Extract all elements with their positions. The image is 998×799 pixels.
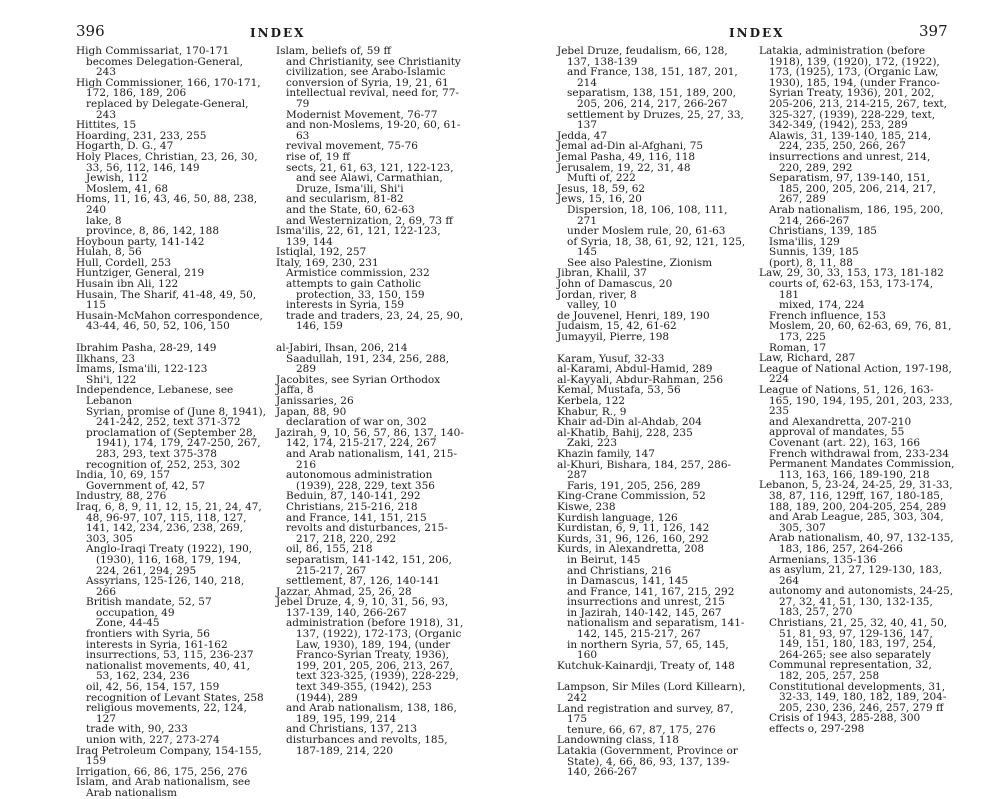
index-entry: insurrections and unrest, 214, 220, 289, 292 [769, 150, 931, 174]
index-entry: oil, 86, 155, 218 [286, 543, 373, 556]
index-entry: of Syria, 18, 38, 61, 92, 121, 125, 145 [567, 235, 746, 259]
index-entry: Christians, 139, 185 [769, 225, 877, 238]
index-entry: Imams, Isma'ili, 122-123 [76, 363, 208, 376]
index-entry: nationalism and separatism, 141-142, 145, 215-217, 267 [567, 617, 745, 641]
index-entry: Crisis of 1943, 285-288, 300 [769, 712, 921, 725]
index-entry: Judaism, 15, 42, 61-62 [557, 320, 677, 333]
index-entry: Husain ibn Ali, 122 [76, 278, 179, 291]
index-entry: Kurds, 31, 96, 126, 160, 292 [557, 532, 709, 545]
index-entry: Istiqlal, 192, 257 [276, 246, 367, 259]
index-entry: civilization, see Arabo-Islamic [286, 66, 446, 79]
index-entry: Isma'ilis, 22, 61, 121, 122-123, 139, 144 [276, 225, 441, 248]
index-entry: administration (before 1918), 31, 137, (1922), 172-173, (Organic Law, 1930), 189, 194, (under Franco-Syrian Treaty, 1936), 199, 201, 205, 206, 213, 267, text 323-325, (1939), 228-229, text 349-355, (1942), 253 (1944), 289 [286, 617, 464, 704]
index-entry: Irrigation, 66, 86, 175, 256, 276 [76, 765, 248, 778]
index-entry: rise of, 19 ff [286, 150, 350, 163]
index-entry: Kutchuk-Kainardji, Treaty of, 148 [557, 659, 735, 672]
index-entry: mixed, 174, 224 [779, 299, 865, 312]
index-entry: frontiers with Syria, 56 [86, 628, 210, 641]
index-entry: Hulah, 8, 56 [76, 246, 142, 259]
index-entry: sects, 21, 61, 63, 121, 122-123, and see Alawi, Carmathian, Druze, Isma'ili, Shi'i [286, 161, 454, 195]
index-entry: Islam, and Arab nationalism, see Arab nationalism [76, 776, 251, 799]
index-entry: Moslem, 41, 68 [86, 182, 169, 195]
index-entry: Syrian, promise of (June 8, 1941), 241-242, 252, text 371-372 [86, 405, 266, 429]
index-entry: Constitutional developments, 31, 32-33, 149, 180, 182, 189, 204-205, 230, 236, 246, 257, 279 ff [769, 680, 947, 714]
index-entry: Kerbela, 122 [557, 395, 626, 407]
index-entry: recognition of Levant States, 258 [86, 691, 264, 704]
index-entry: under Moslem rule, 20, 61-63 [567, 225, 726, 238]
index-entry: Roman, 17 [769, 341, 827, 354]
index-entry: attempts to gain Catholic protection, 33, 150, 159 [286, 278, 425, 301]
index-entry: Armistice commission, 232 [286, 267, 430, 280]
index-entry: Ilkhans, 23 [76, 352, 136, 365]
index-entry: Latakia (Government, Province or State), 4, 66, 86, 93, 137, 139-140, 266-267 [557, 745, 738, 779]
index-entry: and the State, 60, 62-63 [286, 203, 415, 216]
index-entry: Kemal, Mustafa, 53, 56 [557, 384, 681, 397]
index-entry: interests in Syria, 159 [286, 299, 405, 312]
index-entry: French withdrawal from, 233-234 [769, 447, 950, 460]
index-entry: insurrections, 53, 115, 236-237 [86, 649, 254, 662]
index-entry: High Commissariat, 170-171 [76, 45, 230, 57]
index-entry: Law, Richard, 287 [759, 352, 856, 365]
index-entry: King-Crane Commission, 52 [557, 490, 706, 503]
index-entry: de Jouvenel, Henri, 189, 190 [557, 309, 710, 322]
index-entry: al-Khuri, Bishara, 184, 257, 286-287 [557, 458, 732, 482]
index-entry: Karam, Yusuf, 32-33 [557, 352, 665, 365]
index-entry: Beduin, 87, 140-141, 292 [286, 490, 421, 503]
index-entry: Homs, 11, 16, 43, 46, 50, 88, 238, 240 [76, 193, 258, 216]
index-entry: and France, 141, 167, 215, 292 [567, 585, 735, 598]
index-entry: valley, 10 [567, 299, 617, 312]
index-entry: separatism, 141-142, 151, 206, 215-217, 267 [286, 553, 452, 577]
index-entry: Christians, 215-216, 218 [286, 500, 418, 513]
index-entry: Iraq Petroleum Company, 154-155, 159 [76, 744, 262, 768]
index-entry: and secularism, 81-82 [286, 193, 404, 206]
index-entry: Armenians, 135-136 [769, 553, 877, 566]
index-entry: Husain, The Sharif, 41-48, 49, 50, 115 [76, 288, 257, 312]
index-entry: revival movement, 75-76 [286, 140, 418, 153]
index-entry: al-Karami, Abdul-Hamid, 289 [557, 363, 713, 376]
index-entry: in northern Syria, 57, 65, 145, 160 [567, 638, 729, 662]
index-entry: Zone, 44-45 [96, 617, 160, 630]
index-entry: lake, 8 [86, 214, 122, 227]
left-page-number: 396 [76, 22, 105, 40]
index-entry: Landowning class, 118 [557, 734, 679, 747]
index-entry: Hoarding, 231, 233, 255 [76, 129, 207, 142]
right-page-number: 397 [919, 22, 948, 40]
index-entry: occupation, 49 [96, 606, 175, 619]
index-entry: settlement by Druzes, 25, 27, 33, 137 [567, 108, 744, 132]
index-entry: Zaki, 223 [567, 437, 617, 450]
index-entry: League of National Action, 197-198, 224 [759, 362, 952, 386]
index-entry: British mandate, 52, 57 [86, 596, 212, 609]
index-entry: John of Damascus, 20 [557, 278, 673, 291]
index-entry: Islam, beliefs of, 59 ff [276, 45, 391, 57]
index-entry: and non-Moslems, 19-20, 60, 61-63 [286, 119, 461, 142]
index-entry: and Westernization, 2, 69, 73 ff [286, 214, 453, 227]
index-entry: separatism, 138, 151, 189, 200, 205, 206, 214, 217, 266-267 [567, 87, 736, 110]
index-entry: Assyrians, 125-126, 140, 218, 266 [86, 575, 245, 598]
index-entry: trade and traders, 23, 24, 25, 90, 146, 159 [286, 309, 464, 333]
right-column-1 [557, 46, 750, 778]
index-entry: Anglo-Iraqi Treaty (1922), 190, (1930), 116, 168, 179, 194, 224, 261, 294, 295 [86, 543, 253, 577]
index-entry: approval of mandates, 55 [769, 426, 905, 439]
index-entry: province, 8, 86, 142, 188 [86, 225, 220, 238]
index-entry: becomes Delegation-General, 243 [86, 55, 243, 79]
index-entry: al-Jabiri, Ihsan, 206, 214 [276, 342, 408, 355]
index-entry: Italy, 169, 230, 231 [276, 256, 379, 269]
index-entry: and Christians, 137, 213 [286, 723, 418, 736]
index-entry: Holy Places, Christian, 23, 26, 30, 33, 56, 112, 146, 149 [76, 150, 258, 174]
index-entry: autonomous administration (1939), 228, 229, text 356 [286, 469, 435, 492]
index-entry: Jazzar, Ahmad, 25, 26, 28 [276, 585, 412, 598]
index-entry: Kurdistan, 6, 9, 11, 126, 142 [557, 522, 710, 535]
index-entry: Jibran, Khalil, 37 [557, 267, 647, 280]
index-entry: trade with, 90, 233 [86, 723, 188, 736]
index-entry: See also Palestine, Zionism [567, 256, 713, 269]
index-entry: Jumayyil, Pierre, 198 [557, 331, 670, 344]
right-page-header: INDEX [729, 26, 785, 40]
index-entry: Husain-McMahon correspondence, 43-44, 46, 50, 52, 106, 150 [76, 309, 263, 333]
index-entry: in Damascus, 141, 145 [567, 575, 689, 588]
index-entry: disturbances and revolts, 185, 187-189, 214, 220 [286, 734, 448, 757]
index-entry: Jaffa, 8 [276, 384, 314, 397]
index-entry: settlement, 87, 126, 140-141 [286, 575, 440, 588]
index-entry: and Arab nationalism, 138, 186, 189, 195, 199, 214 [286, 702, 457, 725]
index-entry: tenure, 66, 67, 87, 175, 276 [567, 723, 716, 736]
index-entry: Jacobites, see Syrian Orthodox [276, 373, 441, 386]
index-entry: Hogarth, D. G., 47 [76, 140, 174, 153]
index-entry: Jemal ad-Din al-Afghani, 75 [557, 140, 704, 153]
index-entry: autonomy and autonomists, 24-25, 27, 32, 41, 51, 130, 132-135, 183, 257, 270 [769, 585, 954, 619]
index-entry: Jerusalem, 19, 22, 31, 48 [557, 161, 691, 174]
index-entry: Kurds, in Alexandretta, 208 [557, 543, 705, 556]
index-entry: French influence, 153 [769, 309, 886, 322]
index-entry: and France, 138, 151, 187, 201, 214 [567, 66, 738, 89]
index-entry: recognition of, 252, 253, 302 [86, 458, 241, 471]
index-entry: declaration of war on, 302 [286, 416, 427, 429]
index-entry: Industry, 88, 276 [76, 490, 167, 503]
index-entry: al-Kayyali, Abdur-Rahman, 256 [557, 373, 724, 386]
index-entry: Jedda, 47 [557, 129, 608, 142]
index-entry: Land registration and survey, 87, 175 [557, 702, 734, 726]
left-column-2 [276, 46, 464, 756]
index-entry: in Jazirah, 140-142, 145, 267 [567, 606, 722, 619]
index-entry: and Alexandretta, 207-210 [769, 415, 912, 428]
index-entry: Jesus, 18, 59, 62 [557, 182, 646, 195]
index-entry: Jemal Pasha, 49, 116, 118 [557, 150, 696, 163]
index-entry: Alawis, 31, 139-140, 185, 214, 224, 235, 250, 266, 267 [769, 129, 932, 153]
index-entry: Jordan, river, 8 [557, 288, 637, 301]
index-entry: Khazin family, 147 [557, 447, 655, 460]
index-entry: Isma'ilis, 129 [769, 235, 840, 248]
index-entry: Modernist Movement, 76-77 [286, 108, 438, 121]
index-entry: Permanent Mandates Commission, 113, 163, 166, 189-190, 218 [769, 458, 955, 481]
left-column-1 [76, 46, 266, 799]
index-entry: Jewish, 112 [86, 172, 148, 185]
index-entry: Jebel Druze, feudalism, 66, 128, 137, 138-139 [557, 45, 728, 68]
index-entry: effects o, 297-298 [769, 723, 865, 735]
index-entry: Communal representation, 32, 182, 205, 257, 258 [769, 659, 932, 683]
index-entry: Kiswe, 238 [557, 500, 616, 513]
index-entry: Government of, 42, 57 [86, 479, 206, 492]
index-entry: al-Khatib, Bahij, 228, 235 [557, 426, 693, 439]
index-entry: and Arab nationalism, 141, 215-216 [286, 447, 457, 471]
index-entry: and France, 141, 151, 215 [286, 511, 427, 524]
index-entry: High Commissioner, 166, 170-171, 172, 186, 189, 206 [76, 76, 261, 100]
index-entry: Moslem, 20, 60, 62-63, 69, 76, 81, 173, 225 [769, 320, 952, 344]
index-entry: Huntziger, General, 219 [76, 267, 205, 280]
index-entry: Hoyboun party, 141-142 [76, 235, 205, 248]
index-entry: courts of, 62-63, 153, 173-174, 181 [769, 278, 934, 301]
index-entry: Law, 29, 30, 33, 153, 173, 181-182 [759, 267, 944, 280]
index-entry: Shi'i, 122 [86, 373, 137, 386]
index-entry: revolts and disturbances, 215-217, 218, 220, 292 [286, 522, 448, 545]
index-entry: and Christianity, see Christianity [286, 55, 461, 68]
index-entry: Lebanon, 5, 23-24, 24-25, 29, 31-33, 38, 87, 116, 129ff, 167, 180-185, 188, 189, 200, 204-205, 254, 289 [759, 479, 953, 513]
index-entry: Arab nationalism, 40, 97, 132-135, 183, 186, 257, 264-266 [769, 532, 954, 555]
index-entry: Iraq, 6, 8, 9, 11, 12, 15, 21, 24, 47, 48, 96-97, 107, 115, 118, 127, 141, 142, 234, 236, 238, 269, 303, 305 [76, 500, 262, 545]
index-entry: Christians, 21, 25, 32, 40, 41, 50, 51, 81, 93, 97, 129-136, 147, 149, 151, 180, 183, 197, 254, 264-265; see also separately [769, 617, 948, 661]
index-entry: Arab nationalism, 186, 195, 200, 214, 266-267 [769, 203, 944, 227]
index-entry: proclamation of (September 28, 1941), 174, 179, 247-250, 267, 283, 293, text 375-378 [86, 426, 261, 460]
index-entry: insurrections and unrest, 215 [567, 596, 725, 609]
index-entry: Hittites, 15 [76, 119, 137, 132]
index-entry: Jews, 15, 16, 20 [557, 193, 642, 206]
index-entry: India, 10, 69, 157 [76, 469, 171, 482]
index-entry: (port), 8, 11, 88 [769, 256, 853, 269]
index-entry: Kurdish language, 126 [557, 511, 678, 524]
index-entry: Lampson, Sir Miles (Lord Killearn), 242 [557, 681, 746, 705]
index-entry: Ibrahim Pasha, 28-29, 149 [76, 342, 217, 355]
index-entry: replaced by Delegate-General, 243 [86, 97, 249, 121]
index-entry: Mufti of, 222 [567, 172, 636, 185]
index-entry: religious movements, 22, 124, 127 [86, 702, 247, 725]
index-entry: Hull, Cordell, 253 [76, 256, 172, 269]
index-entry: League of Nations, 51, 126, 163-165, 190, 194, 195, 201, 203, 233, 235 [759, 384, 953, 418]
index-entry: Japan, 88, 90 [276, 405, 347, 418]
index-entry: Covenant (art. 22), 163, 166 [769, 436, 921, 449]
index-entry: Khabur, R., 9 [557, 405, 627, 418]
index-entry: Separatism, 97, 139-140, 151, 185, 200, 205, 206, 214, 217, 267, 289 [769, 172, 936, 206]
index-entry: Khair ad-Din al-Ahdab, 204 [557, 416, 702, 429]
index-entry: Faris, 191, 205, 256, 289 [567, 479, 701, 492]
index-entry: interests in Syria, 161-162 [86, 638, 228, 651]
index-entry: union with, 227, 273-274 [86, 734, 220, 746]
index-entry: Dispersion, 18, 106, 108, 111, 271 [567, 203, 728, 227]
index-entry: and Arab League, 285, 303, 304, 305, 307 [769, 511, 944, 534]
index-entry: Sunnis, 139, 185 [769, 246, 859, 259]
index-entry: Janissaries, 26 [276, 395, 354, 407]
index-entry: oil, 42, 56, 154, 157, 159 [86, 681, 220, 694]
right-column-2 [759, 46, 955, 735]
index-entry: Latakia, administration (before 1918), 139, (1920), 172, (1922), 173, (1925), 173, (Organic Law, 1930), 185, 194, (under Franco-Syrian Treaty, 1936), 201, 202, 205-206, 213, 214-215, 267, text, 325-327, (1939), 228-229, text, 342-349, (1942), 253, 289 [759, 45, 947, 132]
index-entry: as asylum, 21, 27, 129-130, 183, 264 [769, 564, 943, 587]
index-entry: Independence, Lebanese, see Lebanon [76, 384, 234, 407]
index-entry: intellectual revival, need for, 77-79 [286, 87, 459, 110]
index-entry: Saadullah, 191, 234, 256, 288, 289 [286, 352, 450, 376]
index-entry: conversion of Syria, 19, 21, 61 [286, 76, 449, 89]
index-entry: Jebel Druze, 4, 9, 10, 31, 56, 93, 137-139, 140, 266-267 [276, 596, 449, 619]
index-entry: and Christians, 216 [567, 564, 672, 577]
index-entry: nationalist movements, 40, 41, 53, 162, 234, 236 [86, 659, 250, 683]
index-entry: Jazirah, 9, 10, 56, 57, 86, 137, 140-142, 174, 215-217, 224, 267 [276, 426, 464, 450]
index-entry: in Beirut, 145 [567, 553, 641, 566]
left-page-header: INDEX [250, 26, 306, 40]
right-page [499, 0, 998, 795]
